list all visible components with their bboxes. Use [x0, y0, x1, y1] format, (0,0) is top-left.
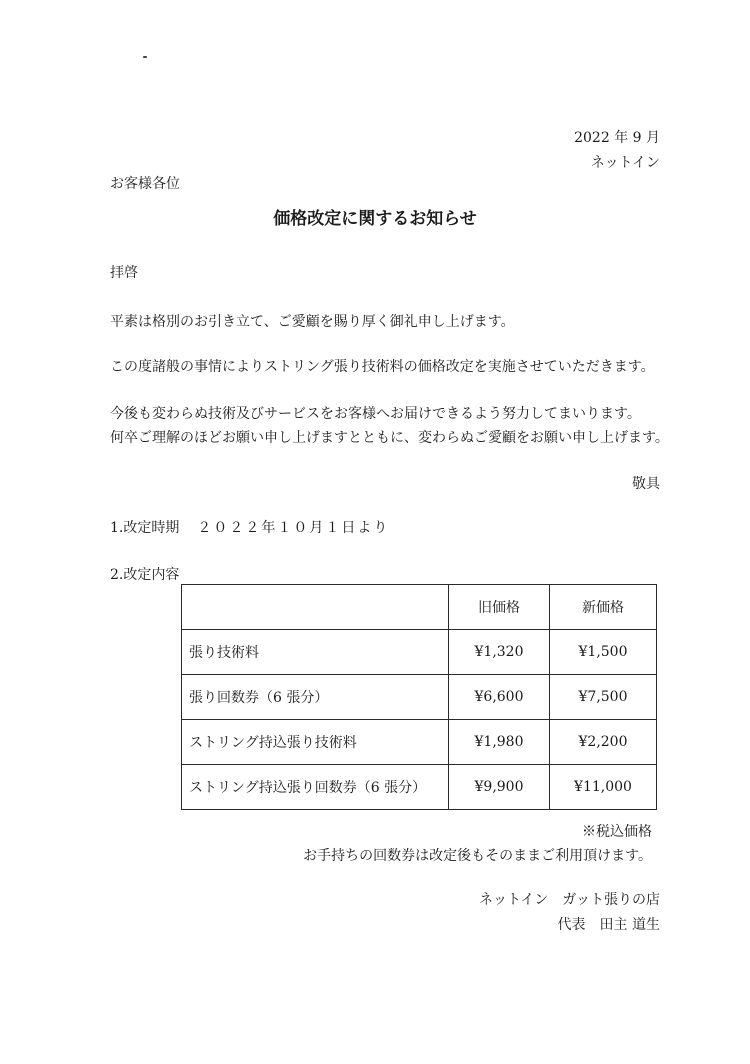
tax-note: ※税込価格: [582, 824, 652, 840]
issuer-company: ネットイン: [590, 155, 660, 171]
section-revision-label: 2.改定内容: [110, 567, 180, 583]
document-title: 価格改定に関するお知らせ: [273, 209, 477, 229]
table-row: [182, 720, 657, 765]
paragraph-announcement: この度諸般の事情によりストリング張り技術料の価格改定を実施させていただきます。: [110, 359, 655, 375]
new-price: ¥2,200: [550, 720, 657, 765]
new-price: ¥11,000: [550, 765, 657, 810]
signature-representative: 代表 田主 道生: [557, 917, 660, 933]
item-name: ストリング持込張り回数券（6 張分）: [182, 765, 449, 810]
paragraph-commitment: 今後も変わらぬ技術及びサービスをお客様へお届けできるよう努力してまいります。: [110, 406, 641, 422]
scan-speck: [143, 56, 147, 58]
old-price: ¥9,900: [449, 765, 550, 810]
new-price: ¥7,500: [550, 675, 657, 720]
paragraph-greeting: 平素は格別のお引き立て、ご愛顧を賜り厚く御礼申し上げます。: [110, 314, 515, 330]
price-table: [181, 584, 657, 810]
item-name: 張り回数券（6 張分）: [182, 675, 449, 720]
table-row: [182, 675, 657, 720]
section-effective-date: [110, 517, 389, 537]
section-effective-date-label: 1.改定時期: [110, 520, 180, 536]
opening-salutation: 拝啓: [110, 265, 138, 281]
price-table-header-row: [182, 585, 657, 630]
document-date: 2022 年 9 月: [574, 130, 660, 146]
ticket-note: お手持ちの回数券は改定後もそのままご利用頂けます。: [303, 848, 652, 864]
closing-salutation: 敬具: [632, 476, 660, 492]
old-price: ¥6,600: [449, 675, 550, 720]
old-price: ¥1,980: [449, 720, 550, 765]
old-price: ¥1,320: [449, 630, 550, 675]
table-row: [182, 630, 657, 675]
header-item: [182, 585, 449, 630]
item-name: 張り技術料: [182, 630, 449, 675]
signature-shop: ネットイン ガット張りの店: [478, 892, 660, 908]
recipient: お客様各位: [110, 176, 180, 192]
new-price: ¥1,500: [550, 630, 657, 675]
header-new-price: 新価格: [550, 585, 657, 630]
item-name: ストリング持込張り技術料: [182, 720, 449, 765]
paragraph-request: 何卒ご理解のほどお願い申し上げますとともに、変わらぬご愛顧をお願い申し上げます。: [110, 430, 669, 446]
section-effective-date-value: ２０２２年１０月１日より: [197, 520, 390, 536]
table-row: [182, 765, 657, 810]
header-old-price: 旧価格: [449, 585, 550, 630]
